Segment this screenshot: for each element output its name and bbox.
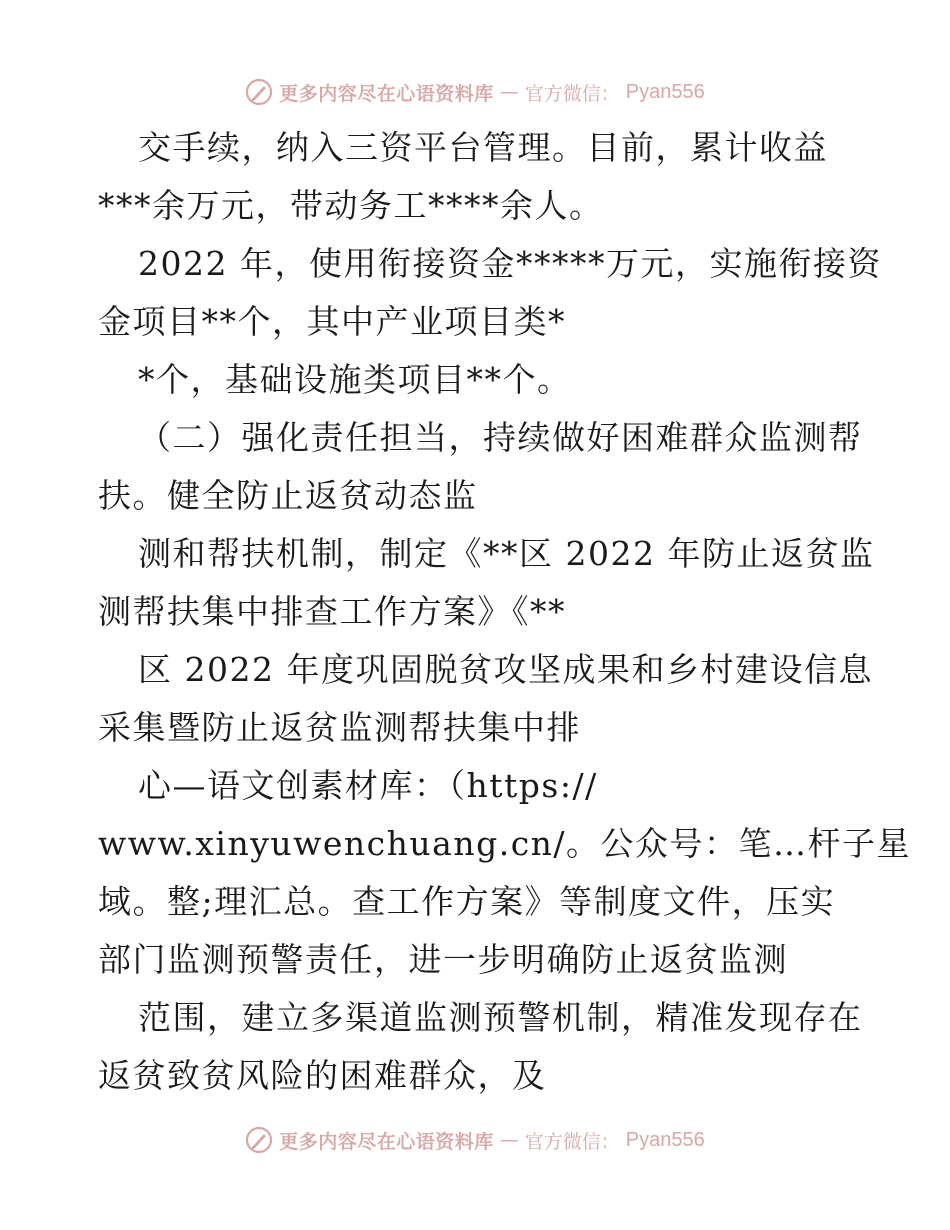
body-line: 域。整;理汇总。查工作方案》等制度文件，压实 (98, 882, 836, 921)
watermark-wechat-id: Pyan556 (625, 80, 705, 103)
watermark-brand: 更多内容尽在心语资料库 (279, 1130, 494, 1153)
body-line: www.xinyuwenchuang.cn/。公众号：笔…杆子星 (98, 824, 912, 863)
body-line: 2022 年，使用衔接资金*****万元，实施衔接资 (138, 244, 882, 283)
body-line: 扶。健全防止返贫动态监 (98, 476, 478, 515)
quill-pen-icon (245, 78, 273, 106)
body-line: 返贫致贫风险的困难群众，及 (98, 1056, 547, 1095)
body-line: 部门监测预警责任，进一步明确防止返贫监测 (98, 940, 788, 979)
watermark-dash: — (499, 1129, 519, 1151)
body-line: 心—语文创素材库：（https:// (138, 766, 598, 805)
body-line: 范围，建立多渠道监测预警机制，精准发现存在 (138, 998, 863, 1037)
watermark-dash: — (499, 81, 519, 103)
quill-pen-icon (245, 1126, 273, 1154)
body-line: ***余万元，带动务工****余人。 (98, 186, 604, 225)
body-line: 测和帮扶机制，制定《**区 2022 年防止返贫监 (138, 534, 875, 573)
body-line: （二）强化责任担当，持续做好困难群众监测帮 (138, 418, 863, 457)
watermark-brand: 更多内容尽在心语资料库 (279, 82, 494, 105)
body-line: 采集暨防止返贫监测帮扶集中排 (98, 708, 581, 747)
body-line: *个，基础设施类项目**个。 (138, 360, 572, 399)
body-line: 区 2022 年度巩固脱贫攻坚成果和乡村建设信息 (138, 650, 873, 689)
watermark-header (0, 72, 950, 112)
body-line: 交手续，纳入三资平台管理。目前，累计收益 (138, 128, 828, 167)
watermark-wechat-label: 官方微信： (524, 82, 620, 105)
body-line: 测帮扶集中排查工作方案》《** (98, 592, 566, 631)
watermark-wechat-id: Pyan556 (625, 1128, 705, 1151)
body-line: 金项目**个，其中产业项目类* (98, 302, 566, 341)
watermark-footer (0, 1120, 950, 1160)
watermark-wechat-label: 官方微信： (524, 1130, 620, 1153)
